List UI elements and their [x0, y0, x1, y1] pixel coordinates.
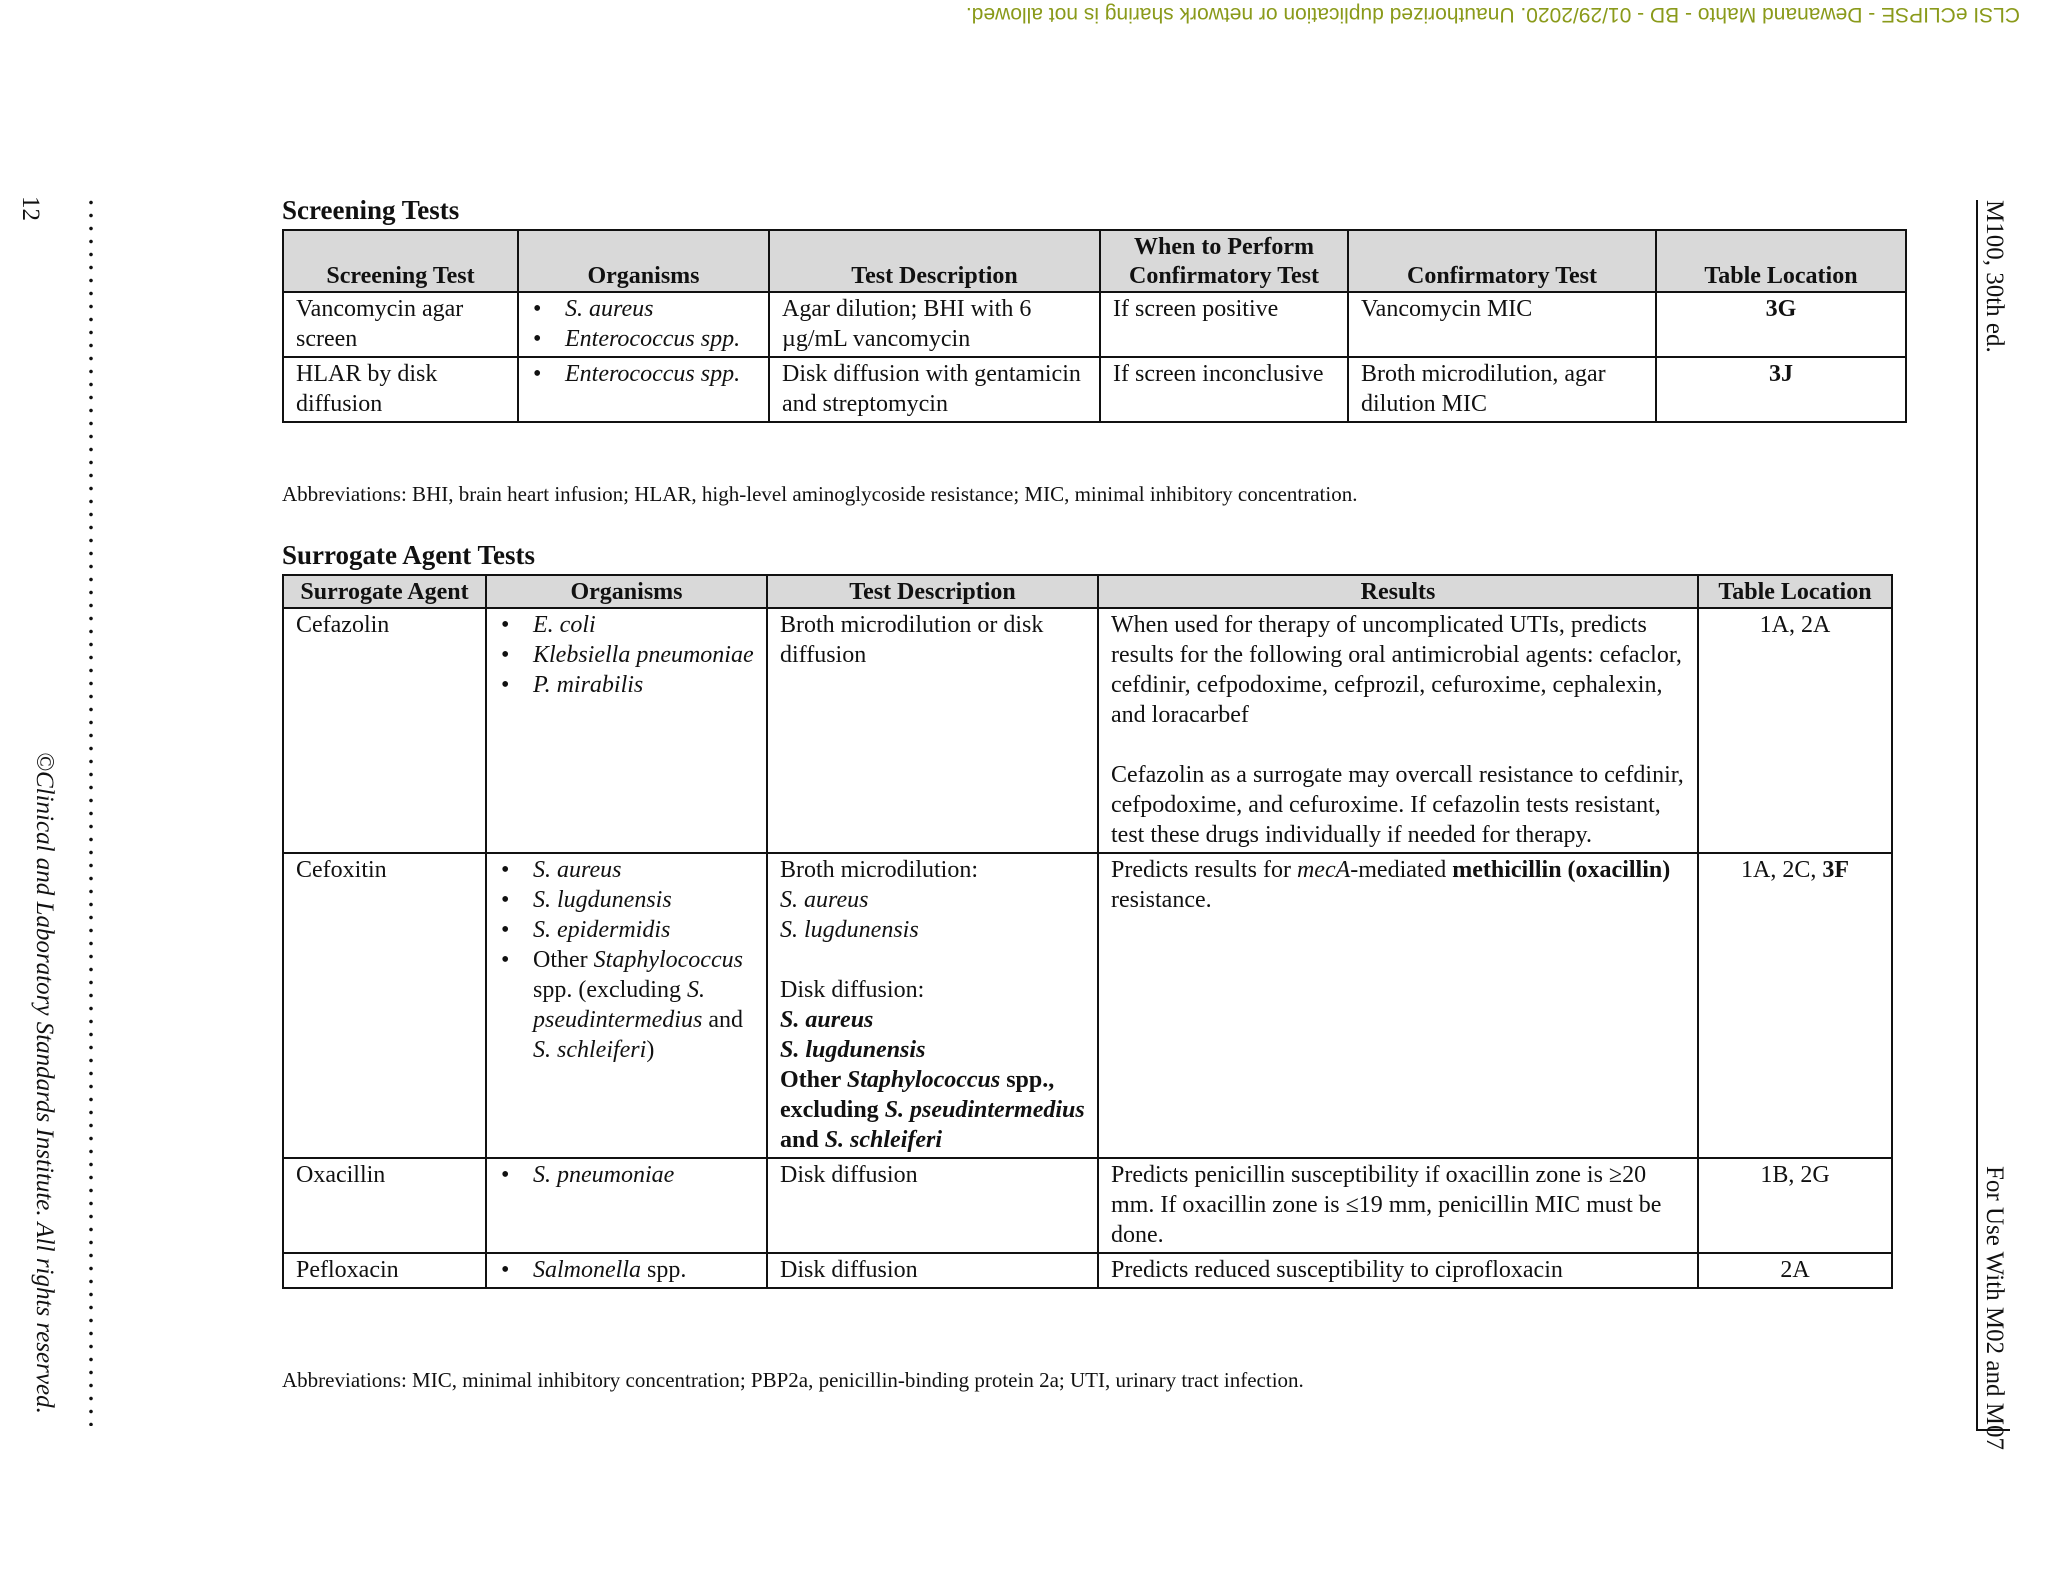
- table-location-cell: 3J: [1656, 357, 1906, 422]
- results-cell: Predicts reduced susceptibility to ciprofloxacin: [1098, 1253, 1698, 1288]
- organism-item: • Other Staphylococcus spp. (excluding S. pseudintermedius and S. schleiferi): [533, 945, 754, 1065]
- column-header: Table Location: [1656, 230, 1906, 292]
- organism-item: • S. pneumoniae: [533, 1160, 754, 1190]
- results-cell: [1098, 608, 1698, 853]
- test-description-cell: Broth microdilution or disk diffusion: [767, 608, 1098, 853]
- organism-line: S. aureus: [780, 1007, 874, 1033]
- organism-item: • Enterococcus spp.: [565, 359, 756, 389]
- organism-line: S. aureus: [780, 887, 869, 913]
- screening-test-cell: Vancomycin agar screen: [283, 292, 518, 357]
- table-row: [283, 853, 1892, 1158]
- organism-item: • Salmonella spp.: [533, 1255, 754, 1285]
- organism-item: • S. aureus: [533, 855, 754, 885]
- column-header: Results: [1098, 575, 1698, 608]
- test-description-cell: Disk diffusion: [767, 1253, 1098, 1288]
- organism-line: S. lugdunensis: [780, 917, 919, 943]
- organism-item: • Enterococcus spp.: [565, 324, 756, 354]
- surrogate-agent-cell: Oxacillin: [283, 1158, 486, 1253]
- table-row: [283, 357, 1906, 422]
- organism-item: • Klebsiella pneumoniae: [533, 640, 754, 670]
- method-label: Broth microdilution:: [780, 857, 978, 883]
- organisms-cell: [518, 357, 769, 422]
- test-description-cell: Disk diffusion: [767, 1158, 1098, 1253]
- organism-item: • P. mirabilis: [533, 670, 754, 700]
- organisms-cell: [486, 1158, 767, 1253]
- table-row: [283, 608, 1892, 853]
- results-cell: Predicts penicillin susceptibility if oxacillin zone is ≥20 mm. If oxacillin zone is ≤19 mm, penicillin MIC must be done.: [1098, 1158, 1698, 1253]
- organism-item: • E. coli: [533, 610, 754, 640]
- table-row: [283, 1158, 1892, 1253]
- organisms-cell: [486, 853, 767, 1158]
- screening-tests-table: [282, 229, 1907, 423]
- test-description-cell: Disk diffusion with gentamicin and streptomycin: [769, 357, 1100, 422]
- column-header: Test Description: [769, 230, 1100, 292]
- table-location-cell: 3G: [1656, 292, 1906, 357]
- confirmatory-test-cell: Broth microdilution, agar dilution MIC: [1348, 357, 1656, 422]
- surrogate-tests-table: [282, 574, 1893, 1289]
- surrogate-agent-cell: Pefloxacin: [283, 1253, 486, 1288]
- right-margin-rule: [1976, 200, 1978, 1430]
- license-banner: CLSI eCLIPSE - Dewanand Mahto - BD - 01/29/2020. Unauthorized duplication or network sharing is not allowed.: [965, 3, 2020, 26]
- organism-item: • S. aureus: [565, 294, 756, 324]
- results-paragraph: Cefazolin as a surrogate may overcall resistance to cefdinir, cefpodoxime, and cefuroxime. If cefazolin tests resistant, test these drugs individually if needed for therapy.: [1111, 762, 1684, 848]
- screening-test-cell: HLAR by disk diffusion: [283, 357, 518, 422]
- edition-label: M100, 30th ed.: [1981, 200, 2008, 353]
- column-header: Confirmatory Test: [1348, 230, 1656, 292]
- organism-line: Other Staphylococcus spp., excluding S. pseudintermedius and S. schleiferi: [780, 1067, 1085, 1153]
- column-header: Test Description: [767, 575, 1098, 608]
- screening-tests-title: Screening Tests: [282, 195, 460, 225]
- copyright-notice: ©Clinical and Laboratory Standards Institute. All rights reserved.: [31, 752, 58, 1414]
- results-cell: Predicts results for mecA-mediated methicillin (oxacillin) resistance.: [1098, 853, 1698, 1158]
- organism-item: • S. lugdunensis: [533, 885, 754, 915]
- surrogate-agent-cell: Cefoxitin: [283, 853, 486, 1158]
- table-header-row: [283, 575, 1892, 608]
- table-row: [283, 1253, 1892, 1288]
- when-to-perform-cell: If screen positive: [1100, 292, 1348, 357]
- method-label: Disk diffusion:: [780, 977, 925, 1003]
- table-header-row: [283, 230, 1906, 292]
- surrogate-agent-cell: Cefazolin: [283, 608, 486, 853]
- column-header: Screening Test: [283, 230, 518, 292]
- table-row: [283, 292, 1906, 357]
- organisms-cell: [486, 1253, 767, 1288]
- column-header: Table Location: [1698, 575, 1892, 608]
- organism-item: • S. epidermidis: [533, 915, 754, 945]
- table-location-cell: 1B, 2G: [1698, 1158, 1892, 1253]
- results-paragraph: When used for therapy of uncomplicated UTIs, predicts results for the following oral antimicrobial agents: cefaclor, cefdinir, cefpodoxime, cefprozil, cefuroxime, cephalexin, and loracarbef: [1111, 612, 1682, 728]
- table-location-cell: 2A: [1698, 1253, 1892, 1288]
- test-description-cell: Agar dilution; BHI with 6 µg/mL vancomycin: [769, 292, 1100, 357]
- table-location-cell: 1A, 2A: [1698, 608, 1892, 853]
- table-location-cell: 1A, 2C, 3F: [1698, 853, 1892, 1158]
- organisms-cell: [486, 608, 767, 853]
- surrogate-abbreviations: Abbreviations: MIC, minimal inhibitory concentration; PBP2a, penicillin-binding protein 2a; UTI, urinary tract infection.: [282, 1368, 1304, 1392]
- when-to-perform-cell: If screen inconclusive: [1100, 357, 1348, 422]
- for-use-label: For Use With M02 and M07: [1981, 1166, 2008, 1450]
- organism-line: S. lugdunensis: [780, 1037, 926, 1063]
- screening-abbreviations: Abbreviations: BHI, brain heart infusion; HLAR, high-level aminoglycoside resistance; MIC, minimal inhibitory concentration.: [282, 482, 1358, 506]
- surrogate-tests-title: Surrogate Agent Tests: [282, 540, 536, 570]
- column-header: When to Perform Confirmatory Test: [1100, 230, 1348, 292]
- column-header: Surrogate Agent: [283, 575, 486, 608]
- column-header: Organisms: [486, 575, 767, 608]
- test-description-cell: [767, 853, 1098, 1158]
- column-header: Organisms: [518, 230, 769, 292]
- organisms-cell: [518, 292, 769, 357]
- page-number: 12: [17, 196, 44, 221]
- dotted-margin-rule: [88, 196, 94, 1426]
- confirmatory-test-cell: Vancomycin MIC: [1348, 292, 1656, 357]
